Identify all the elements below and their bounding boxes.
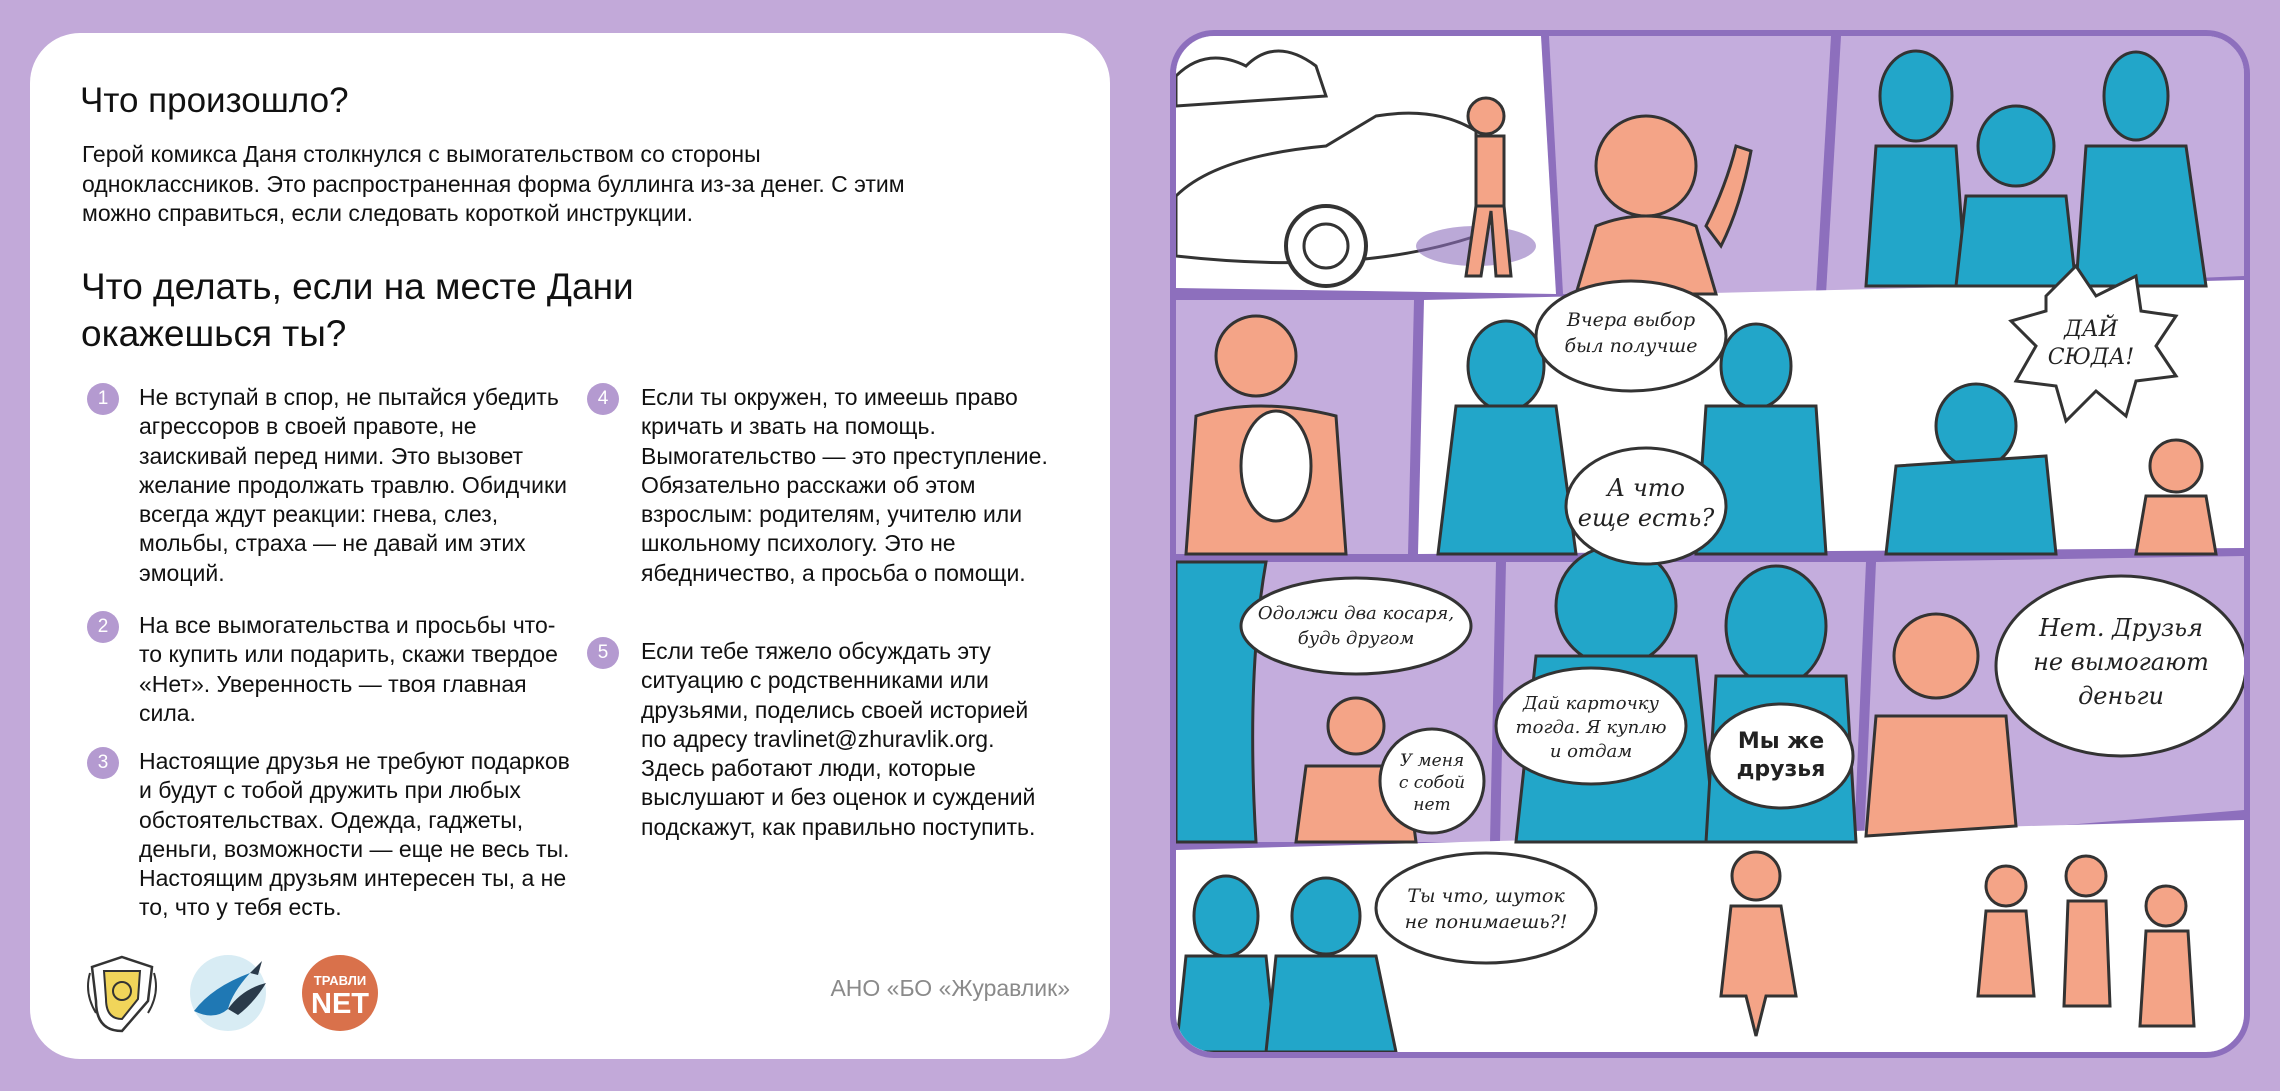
section-title: Что делать, если на месте Дани окажешься ты? (81, 266, 634, 354)
comic-illustration (1176, 36, 2244, 1052)
bubble-8-line-1: Нет. Друзья (2039, 614, 2203, 642)
footer-org: АНО «БО «Журавлик» (830, 975, 1070, 1001)
bubble-9-line-1: Ты что, шуток (1407, 885, 1565, 907)
travli-net-logo (302, 955, 378, 1031)
bubble-1-line-2: был получше (1564, 335, 1698, 357)
bubble-9-line-2: не понимаешь?! (1404, 911, 1568, 933)
bubble-2-line-1: ДАЙ (2064, 317, 2118, 342)
step-number-3: 3 (87, 747, 119, 779)
bubble-4-line-1: Одолжи два косаря, (1257, 603, 1455, 624)
step-text-4: Если ты окружен, то имеешь право кричать и звать на помощь. Вымогательство — это преступление. Обязательно расскажи об этом взрослым: родителям, учителю или школьному психологу. Это не ябедничество, а просьба о помощи. (641, 384, 1048, 586)
bubble-7-line-3: нет (1413, 795, 1451, 815)
comic-strip (1170, 30, 2250, 1058)
speech-bubble-6 (1709, 704, 1853, 808)
step-text-3: Настоящие друзья не требуют подарков и будут с тобой дружить при любых обстоятельствах. Одежда, гаджеты, деньги, возможности — еще не весь ты. Настоящим друзьям интересен ты, а не то, что у тебя есть. (139, 748, 570, 921)
speech-bubble-4 (1241, 578, 1471, 674)
bubble-6-line-2: друзья (1736, 757, 1826, 782)
bubble-2-line-2: СЮДА! (2047, 345, 2135, 370)
bubble-3-line-1: А что (1607, 474, 1685, 502)
bank-crest-icon (88, 957, 156, 1031)
bubble-8-line-2: не вымогают (2033, 648, 2209, 676)
bubble-5-line-3: и отдам (1549, 741, 1633, 762)
step-text-1: Не вступай в спор, не пытайся убедить агрессоров в своей правоте, не заискивай перед ними. Это вызовет желание продолжать травлю. Обидчики всегда ждут реакции: гнева, слез, мольбы, страха — не давай им этих эмоций. (139, 384, 567, 586)
step-number-2: 2 (87, 611, 119, 643)
step-number-1: 1 (87, 383, 119, 415)
speech-bubble-5 (1496, 668, 1686, 784)
bubble-1-line-1: Вчера выбор (1566, 309, 1696, 331)
speech-bubble-8 (1996, 576, 2244, 756)
step-number-4: 4 (587, 383, 619, 415)
bubble-7-line-2: с собой (1398, 773, 1466, 793)
bubble-8-line-3: деньги (2078, 682, 2164, 710)
crane-logo-icon (190, 955, 266, 1031)
step-number-5: 5 (587, 637, 619, 669)
speech-bubble-9 (1376, 853, 1596, 963)
speech-bubble-3 (1566, 448, 1726, 564)
speech-bubble-7 (1380, 729, 1484, 833)
page-title: Что произошло? (80, 81, 349, 120)
speech-bubble-1 (1536, 281, 1726, 391)
bubble-5-line-1: Дай карточку (1523, 693, 1659, 714)
step-text-2: На все вымогательства и просьбы что-то купить или подарить, скажи твердое «Нет». Уверенность — твоя главная сила. (139, 612, 558, 726)
bubble-5-line-2: тогда. Я куплю (1515, 717, 1667, 738)
info-card (30, 33, 1110, 1059)
travli-net-bottom: NET (311, 988, 369, 1020)
partner-logos (82, 953, 382, 1033)
bubble-4-line-2: будь другом (1297, 628, 1415, 649)
step-text-5: Если тебе тяжело обсуждать эту ситуацию с родственниками или друзьями, поделись своей историей по адресу travlinet@zhuravlik.org. Здесь работают люди, которые выслушают и без оценок и суждений подскажут, как правильно поступить. (641, 638, 1036, 840)
bubble-3-line-2: еще есть? (1577, 504, 1715, 532)
travli-net-top: ТРАВЛИ (313, 973, 367, 988)
bubble-6-line-1: Мы же (1737, 729, 1825, 754)
bubble-7-line-1: У меня (1399, 751, 1465, 771)
intro-text: Герой комикса Даня столкнулся с вымогательством со стороны одноклассников. Это распространенная форма буллинга из-за денег. С этим можно справиться, если следовать короткой инструкции. (82, 141, 905, 226)
